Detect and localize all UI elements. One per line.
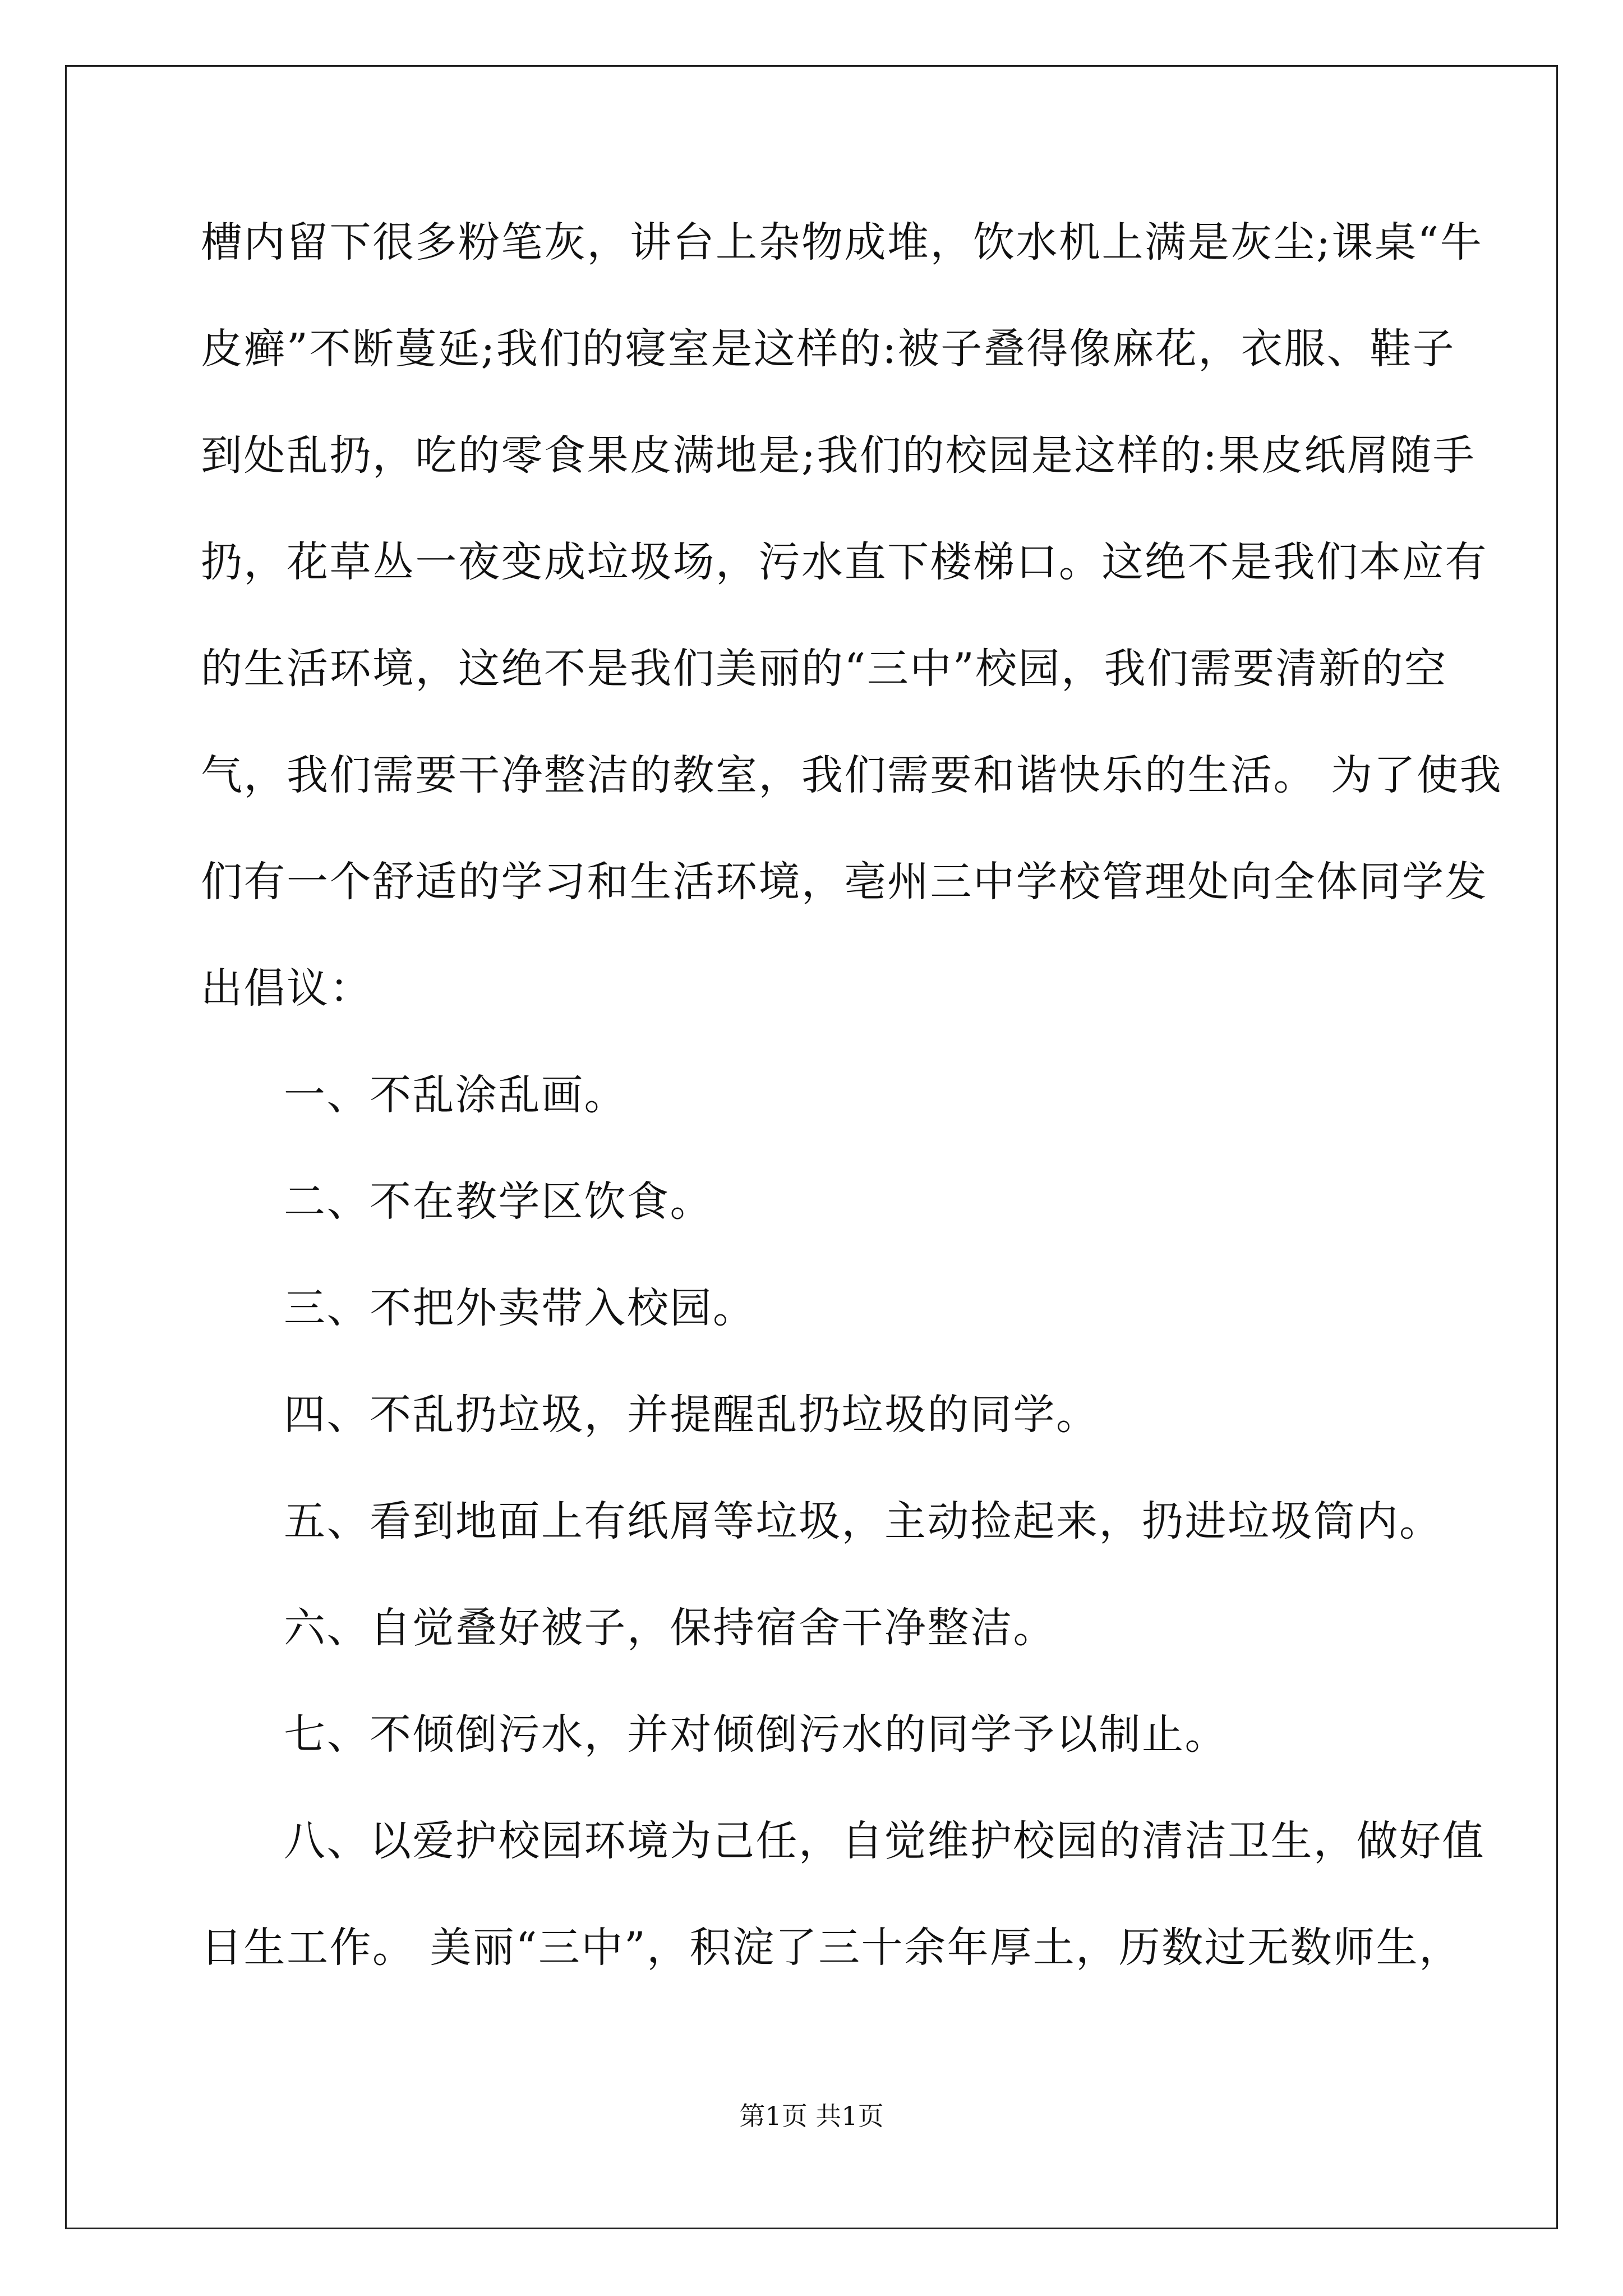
proposal-item-6: 六、自觉叠好被子，保持宿舍干净整洁。 [284,1604,1056,1652]
body-line: 槽内留下很多粉笔灰，讲台上杂物成堆，饮水机上满是灰尘;课桌“牛 [201,218,1483,266]
proposal-item-4: 四、不乱扔垃圾，并提醒乱扔垃圾的同学。 [284,1391,1099,1439]
document-body [201,209,1503,2021]
body-line: 们有一个舒适的学习和生活环境，亳州三中学校管理处向全体同学发 [201,858,1488,906]
page-number: 第1页 共1页 [739,2101,884,2131]
body-line: 气，我们需要干净整洁的教室，我们需要和谐快乐的生活。 为了使我 [201,751,1503,799]
proposal-item-5: 五、看到地面上有纸屑等垃圾，主动捡起来，扔进垃圾筒内。 [284,1497,1442,1545]
body-line: 扔，花草丛一夜变成垃圾场，污水直下楼梯口。这绝不是我们本应有 [201,538,1488,586]
proposal-item-8: 八、以爱护校园环境为己任，自觉维护校园的清洁卫生，做好值 [284,1817,1485,1865]
proposal-item-2: 二、不在教学区饮食。 [284,1177,713,1226]
body-line: 的生活环境，这绝不是我们美丽的“三中”校园，我们需要清新的空 [201,645,1447,693]
proposal-item-7: 七、不倾倒污水，并对倾倒污水的同学予以制止。 [284,1710,1228,1759]
proposal-item-1: 一、不乱涂乱画。 [284,1071,627,1119]
closing-line: 日生工作。 美丽“三中”，积淀了三十余年厚土，历数过无数师生， [201,1924,1462,1972]
body-line: 皮癣”不断蔓延;我们的寝室是这样的:被子叠得像麻花，衣服、鞋子 [201,325,1456,373]
body-line: 到处乱扔，吃的零食果皮满地是;我们的校园是这样的:果皮纸屑随手 [201,431,1476,480]
body-line: 出倡议： [201,964,372,1013]
proposal-item-3: 三、不把外卖带入校园。 [284,1284,756,1332]
